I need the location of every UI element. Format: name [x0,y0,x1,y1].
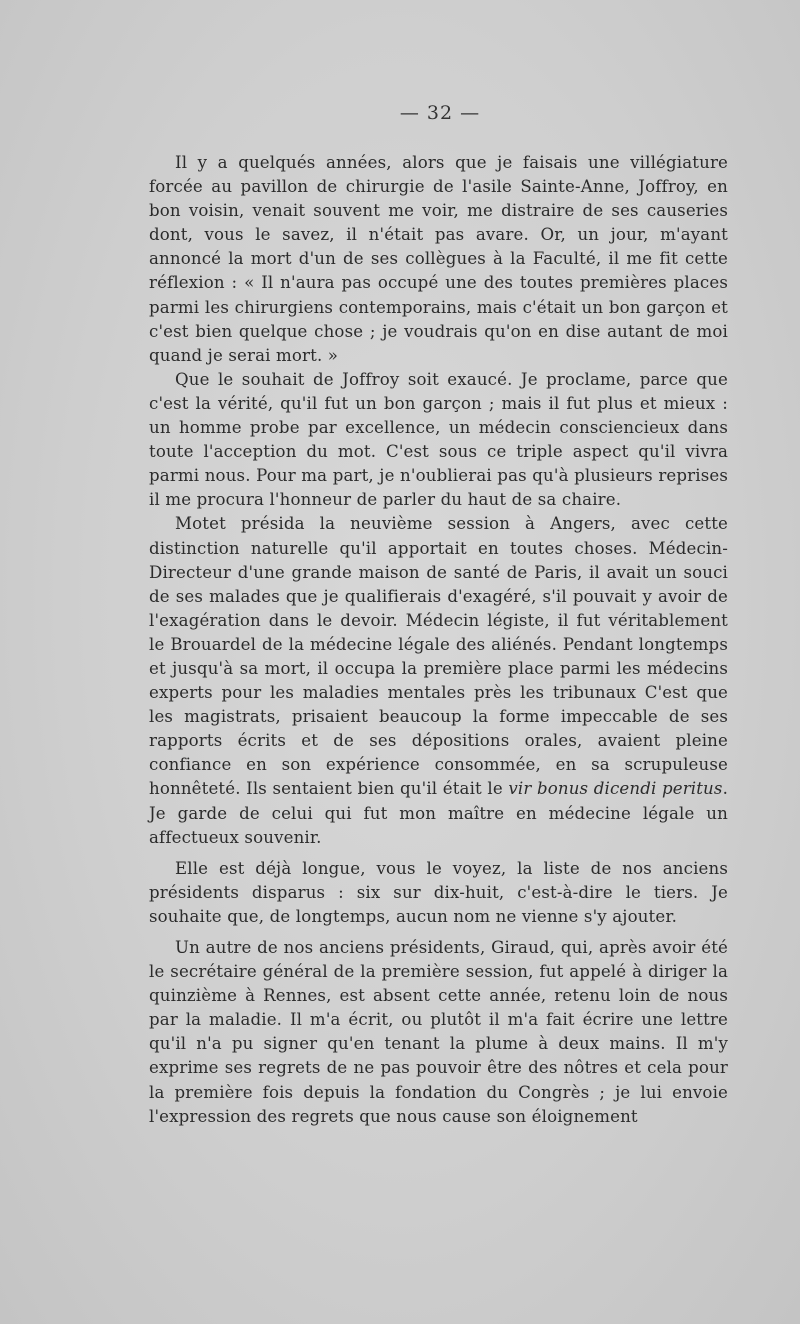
text-body [149,151,728,1129]
paragraph-joffroy-anecdote: Il y a quelqués années, alors que je faisais une villégiature forcée au pavillon de chirurgie de l'asile Sainte-Anne, Joffroy, en bon voisin, venait souvent me voir, me distraire de ses causeries dont, vous le savez, il n'était pas avare. Or, un jour, m'ayant annoncé la mort d'un de ses collègues à la Faculté, il me fit cette réflexion : « Il n'aura pas occupé une des toutes premières places parmi les chirurgiens contemporains, mais c'était un bon garçon et c'est bien quelque chose ; je voudrais qu'on en dise autant de moi quand je serai mort. » [149,153,728,365]
paragraph-motet-text: Motet présida la neuvième session à Angers, avec cette distinction naturelle qu'il apportait en toutes choses. Médecin-Directeur d'une grande maison de santé de Paris, il avait un souci de ses malades que je qualifierais d'exagéré, s'il pouvait y avoir de l'exagération dans le devoir. Médecin légiste, il fut véritablement le Brouardel de la médecine légale des aliénés. Pendant longtemps et jusqu'à sa mort, il occupa la première place parmi les médecins experts pour les maladies mentales près les tribunaux C'est que les magistrats, prisaient beaucoup la forme impeccable de ses rapports écrits et de ses dépositions orales, avaient pleine confiance en son expérience consommée, en sa scrupuleuse honnêteté. Ils sentaient bien qu'il était le [149,514,728,799]
paragraph-joffroy-tribute: Que le souhait de Joffroy soit exaucé. Je proclame, parce que c'est la vérité, qu'il fut un bon garçon ; mais il fut plus et mieux : un homme probe par excellence, un médecin consciencieux dans toute l'acception du mot. C'est sous ce triple aspect qu'il vivra parmi nous. Pour ma part, je n'oublierai pas qu'à plusieurs reprises il me procura l'honneur de parler du haut de sa chaire. [149,369,728,510]
paragraph-presidents-list: Elle est déjà longue, vous le voyez, la liste de nos anciens présidents disparus : six sur dix-huit, c'est-à-dire le tiers. Je souhaite que, de longtemps, aucun nom ne vienne s'y ajouter. [149,858,728,926]
paragraph-motet-end: . Je garde de celui qui fut mon maître en médecine légale un affectueux souvenir. [149,779,728,847]
page-number: — 32 — [399,102,481,124]
latin-phrase: vir bonus dicendi peritus [508,779,723,799]
paragraph-giraud: Un autre de nos anciens présidents, Giraud, qui, après avoir été le secrétaire général de la première session, fut appelé à diriger la quinzième à Rennes, est absent cette année, retenu loin de nous par la maladie. Il m'a écrit, ou plutôt il m'a fait écrire une lettre qu'il n'a pu signer qu'en tenant la plume à deux mains. Il m'y exprime ses regrets de ne pas pouvoir être des nôtres et cela pour la première fois depuis la fondation du Congrès ; je lui envoie l'expression des regrets que nous cause son éloignement [149,938,728,1126]
paragraph-motet [149,512,728,849]
